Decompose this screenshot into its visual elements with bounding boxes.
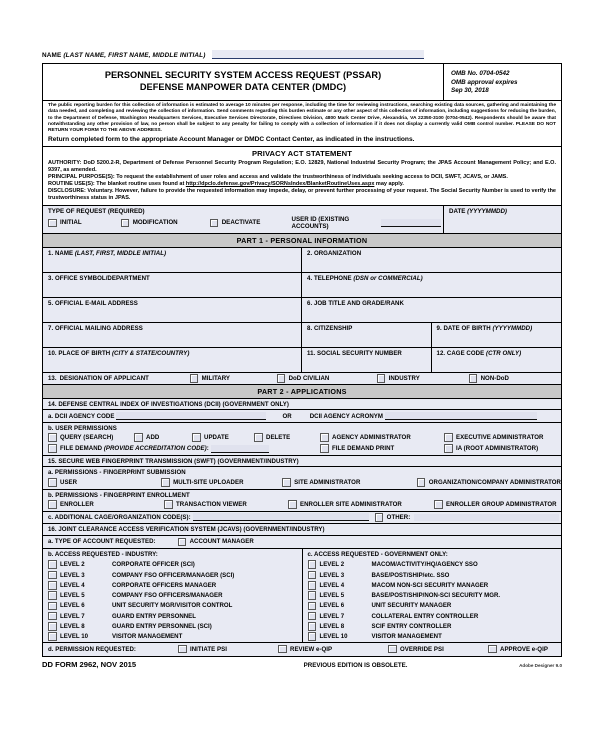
dcii-agency-code-input[interactable]: [116, 412, 266, 420]
level-number: LEVEL 5: [319, 592, 345, 600]
field-label: OFFICIAL E-MAIL ADDRESS: [54, 299, 138, 307]
level-row: [43, 611, 302, 621]
designer-credit: Adobe Designer 9.0: [519, 662, 562, 668]
checkbox-label: INITIAL: [60, 219, 82, 227]
field-telephone[interactable]: [302, 273, 561, 297]
other-input[interactable]: [414, 514, 559, 521]
government-levels-list: [303, 560, 562, 642]
checkbox-transaction-viewer[interactable]: [164, 500, 288, 509]
authority-text: DoD 5200.2-R, Department of Defense Personnel Security Program Regulation; E.O. 12829, National Industrial Security Program; the JPAS Account Management Policy; and E.O. 9397, as amended.: [48, 159, 556, 173]
checkbox-label: AGENCY ADMINISTRATOR: [332, 434, 411, 441]
level-row: [303, 621, 562, 631]
item16-title: 16. JOINT CLEARANCE ACCESS VERIFICATION SYSTEM (JCAVS) (GOVERNMENT/INDUSTRY): [43, 524, 561, 536]
item15-title: 15. SECURE WEB FINGERPRINT TRANSMISSION (SWFT) (GOVERNMENT/INDUSTRY): [43, 456, 561, 468]
disclosure-text: Voluntary. However, failure to provide the requested information may impede, delay, or prevent further processing of your request. The Social Security Number is used to verify the trustworthiness status in JPAS.: [48, 187, 556, 202]
checkbox-icon[interactable]: [377, 374, 386, 383]
level-role: GUARD ENTRY PERSONNEL (SCI): [112, 622, 212, 630]
dcii-agency-acronym-input[interactable]: [385, 412, 537, 420]
level-role: BASE/POST/SHIP/NON-SCI SECURITY MGR.: [371, 592, 501, 600]
industry-levels-list: [43, 560, 302, 642]
checkbox-label: ADD: [146, 434, 160, 441]
level-number: LEVEL 8: [60, 622, 85, 630]
checkbox-icon[interactable]: [121, 219, 130, 228]
form-title-line1: PERSONNEL SECURITY SYSTEM ACCESS REQUEST (PSSAR): [104, 70, 382, 80]
level-row: [303, 601, 562, 611]
part2-bar: PART 2 - APPLICATIONS: [43, 385, 561, 399]
level-row: [43, 580, 302, 590]
level-role: COLLATERAL ENTRY CONTROLLER: [371, 612, 479, 620]
field-organization[interactable]: [302, 248, 561, 272]
item14b-permissions-row2: [43, 443, 561, 456]
date-label: DATE: [449, 207, 468, 215]
checkbox-icon[interactable]: [488, 645, 497, 654]
checkbox-icon[interactable]: [308, 622, 317, 631]
level-role: MACOM NON-SCI SECURITY MANAGER: [371, 581, 489, 589]
field-email[interactable]: [43, 298, 302, 322]
checkbox-icon[interactable]: [278, 645, 287, 654]
checkbox-query-search[interactable]: [48, 433, 134, 442]
checkbox-icon[interactable]: [417, 478, 426, 487]
field-label: SOCIAL SECURITY NUMBER: [317, 349, 402, 357]
checkbox-label: MILITARY: [201, 374, 231, 382]
omb-expiry-date: Sep 30, 2018: [451, 87, 489, 95]
checkbox-icon[interactable]: [282, 478, 291, 487]
field-number: 4.: [307, 274, 313, 282]
part1-row-1: [43, 248, 561, 273]
checkbox-label: UPDATE: [204, 434, 229, 441]
checkbox-icon[interactable]: [308, 632, 317, 641]
checkbox-icon[interactable]: [308, 602, 317, 611]
field-cage-code[interactable]: [432, 348, 562, 372]
field-ssn[interactable]: [302, 348, 432, 372]
field-hint: (CITY & STATE/COUNTRY): [111, 349, 190, 357]
checkbox-icon[interactable]: [48, 602, 57, 611]
field-label: CAGE CODE: [446, 349, 486, 357]
checkbox-icon[interactable]: [190, 374, 199, 383]
top-name-label: NAME (LAST NAME, FIRST NAME, MIDDLE INITIAL): [42, 52, 206, 59]
checkbox-initiate-psi[interactable]: [178, 645, 278, 654]
checkbox-icon[interactable]: [48, 591, 57, 600]
checkbox-icon[interactable]: [308, 581, 317, 590]
field-number: 9.: [436, 324, 442, 332]
item15b-options: [43, 500, 561, 512]
checkbox-label: USER: [60, 478, 78, 486]
field-hint: (DSN or COMMERCIAL): [353, 274, 423, 282]
checkbox-label: SITE ADMINISTRATOR: [294, 478, 361, 486]
item16a-row: [43, 536, 561, 549]
checkbox-label: DELETE: [266, 434, 291, 441]
routine-use-link[interactable]: http://dpclo.defense.gov/Privacy/SORNsIndex/BlanketRoutineUses.aspx: [185, 180, 375, 187]
field-label: JOB TITLE AND GRADE/RANK: [313, 299, 404, 307]
form-title: [43, 64, 444, 100]
item14b-label: b. USER PERMISSIONS: [43, 423, 561, 434]
level-row: [43, 590, 302, 600]
field-hint: (LAST, FIRST, MIDDLE INITIAL): [74, 249, 167, 257]
checkbox-icon[interactable]: [277, 374, 286, 383]
top-name-input[interactable]: [212, 50, 424, 59]
level-role: COMPANY FSO OFFICERS/MANAGER: [112, 592, 223, 600]
checkbox-delete[interactable]: [254, 433, 320, 442]
level-row: [303, 611, 562, 621]
type-of-request-row: [43, 206, 561, 234]
burden-statement: [43, 101, 561, 147]
field-number: 6.: [307, 299, 313, 307]
checkbox-label: ENROLLER GROUP ADMINISTRATOR: [446, 500, 557, 508]
checkbox-label: DEACTIVATE: [221, 219, 261, 227]
level-row: [43, 601, 302, 611]
level-number: LEVEL 10: [319, 633, 348, 641]
level-number: LEVEL 5: [60, 592, 85, 600]
checkbox-icon[interactable]: [48, 219, 57, 228]
form-footer: [42, 660, 562, 669]
checkbox-site-administrator[interactable]: [282, 478, 417, 487]
checkbox-enroller[interactable]: [48, 500, 164, 509]
checkbox-ia-root-administrator[interactable]: [444, 444, 538, 453]
level-number: LEVEL 6: [60, 602, 85, 610]
checkbox-swft-user[interactable]: [48, 478, 161, 487]
checkbox-label: QUERY (SEARCH): [60, 434, 114, 441]
field-label: PLACE OF BIRTH: [58, 349, 112, 357]
government-header: c. ACCESS REQUESTED - GOVERNMENT ONLY:: [303, 549, 562, 560]
form-id: DD FORM 2962, NOV 2015: [42, 659, 137, 669]
item15b-label: b. PERMISSIONS - FINGERPRINT ENROLLMENT: [43, 490, 561, 501]
field-number: 5.: [48, 299, 54, 307]
checkbox-enroller-site-administrator[interactable]: [288, 500, 434, 509]
level-number: LEVEL 3: [60, 571, 85, 579]
form-title-line2: DEFENSE MANPOWER DATA CENTER (DMDC): [139, 81, 347, 92]
checkbox-icon[interactable]: [48, 622, 57, 631]
level-row: [303, 632, 562, 642]
field-number: 1.: [48, 249, 54, 257]
level-role: VISITOR MANAGEMENT: [112, 633, 183, 641]
disclosure-label: DISCLOSURE:: [48, 187, 86, 194]
government-levels-column: [303, 549, 562, 642]
dcii-agency-code-label: a. DCII AGENCY CODE: [48, 412, 115, 420]
user-id-input[interactable]: [381, 219, 441, 227]
item15c-row: [43, 512, 561, 525]
checkbox-label: ORGANIZATION/COMPANY ADMINISTRATOR: [428, 478, 561, 486]
field-number: 13.: [48, 374, 57, 382]
checkbox-file-demand-print[interactable]: [320, 444, 444, 453]
level-number: LEVEL 4: [319, 581, 345, 589]
part1-bar: PART 1 - PERSONAL INFORMATION: [43, 234, 561, 248]
checkbox-icon[interactable]: [164, 500, 173, 509]
checkbox-icon[interactable]: [48, 632, 57, 641]
field-date-of-birth[interactable]: [432, 323, 562, 347]
level-number: LEVEL 7: [319, 612, 345, 620]
checkbox-label: EXECUTIVE ADMINISTRATOR: [456, 434, 544, 441]
level-number: LEVEL 4: [60, 581, 85, 589]
form-header: [43, 64, 561, 101]
level-role: UNIT SECURITY MANAGER: [371, 602, 452, 610]
checkbox-label: FILE DEMAND (PROVIDE ACCREDITATION CODE):: [60, 445, 209, 453]
checkbox-other[interactable]: [375, 513, 561, 522]
field-label: NAME: [54, 249, 75, 257]
omb-number: OMB No. 0704-0542: [451, 70, 510, 77]
checkbox-icon[interactable]: [48, 444, 57, 453]
checkbox-icon[interactable]: [48, 571, 57, 580]
level-row: [43, 560, 302, 570]
checkbox-approve-eqip[interactable]: [488, 645, 548, 654]
field-mailing-address[interactable]: [43, 323, 302, 347]
checkbox-icon[interactable]: [308, 560, 317, 569]
checkbox-org-company-administrator[interactable]: [417, 478, 561, 487]
level-number: LEVEL 8: [319, 622, 345, 630]
level-role: UNIT SECURITY MGR/VISITOR CONTROL: [112, 602, 233, 610]
checkbox-icon[interactable]: [444, 444, 453, 453]
level-number: LEVEL 2: [60, 561, 85, 569]
checkbox-icon[interactable]: [375, 513, 384, 522]
part1-row-5: [43, 348, 561, 373]
field-number: 2.: [307, 249, 313, 257]
checkbox-icon[interactable]: [469, 374, 478, 383]
checkbox-deactivate[interactable]: [210, 219, 292, 228]
additional-cage-label: c. ADDITIONAL CAGE/ORGANIZATION CODE(S):: [48, 513, 191, 521]
routine-label: ROUTINE USE(S):: [48, 180, 95, 187]
field-number: 8.: [307, 324, 313, 332]
checkbox-icon[interactable]: [48, 560, 57, 569]
checkbox-icon[interactable]: [178, 538, 187, 547]
omb-info: [444, 64, 561, 100]
checkbox-label: ENROLLER SITE ADMINISTRATOR: [300, 500, 402, 508]
user-id-label: USER ID (EXISTING ACCOUNTS): [291, 215, 350, 230]
or-separator: OR: [282, 412, 292, 420]
level-role: BASE/POST/SHIP/etc. SSO: [371, 571, 450, 579]
field-job-title[interactable]: [302, 298, 561, 322]
checkbox-label: NON-DoD: [480, 374, 509, 382]
checkbox-label: FILE DEMAND PRINT: [332, 445, 395, 453]
top-name-line: [42, 48, 562, 59]
part1-row-2: [43, 273, 561, 298]
level-row: [303, 580, 562, 590]
permission-requested-label: d. PERMISSION REQUESTED:: [48, 645, 136, 653]
field-number: 7.: [48, 324, 54, 332]
field-label: TELEPHONE: [313, 274, 354, 282]
checkbox-label: TRANSACTION VIEWER: [176, 500, 247, 508]
type-of-request-options: [43, 216, 443, 233]
checkbox-label: MODIFICATION: [132, 219, 178, 227]
checkbox-label: OVERRIDE PSI: [400, 645, 444, 653]
checkbox-icon[interactable]: [308, 612, 317, 621]
date-field[interactable]: [444, 206, 561, 233]
checkbox-modification[interactable]: [121, 219, 210, 228]
level-role: SCIF ENTRY CONTROLLER: [371, 622, 452, 630]
level-row: [303, 570, 562, 580]
item14a-agency-code-row: [43, 410, 561, 422]
burden-paragraph: The public reporting burden for this collection of information is estimated to average 10 minutes per response, including the time for reviewing instructions, searching existing data sources, gathering and maintaining the data needed, and completing and reviewing the collection of information. Send comments regarding this burden estimate or any other aspect of this collection of information, including suggestions for reducing the burden, to the Department of Defense, Washington Headquarters Services, Executive Services Directorate, Directives Division, 4800 Mark Center Drive, Alexandria, VA 22350-3100 (0704-0542). Respondents should be aware that notwithstanding any other provision of law, no person shall be subject to any penalty for failing to comply with a collection of information if it does not display a currently valid OMB control number. PLEASE DO NOT RETURN YOUR FORM TO THE ABOVE ADDRESS.: [48, 103, 556, 133]
checkbox-label: ACCOUNT MANAGER: [189, 538, 254, 546]
privacy-act-body: [43, 160, 561, 205]
checkbox-initial[interactable]: [48, 219, 121, 228]
burden-return-line: Return completed form to the appropriate Account Manager or DMDC Contact Center, as indicated in the instructions.: [48, 135, 415, 143]
checkbox-label: ENROLLER: [60, 500, 94, 508]
field-label: DATE OF BIRTH: [443, 324, 493, 332]
checkbox-icon[interactable]: [178, 645, 187, 654]
industry-levels-column: [43, 549, 303, 642]
checkbox-add[interactable]: [134, 433, 192, 442]
checkbox-icon[interactable]: [320, 444, 329, 453]
checkbox-icon[interactable]: [320, 433, 329, 442]
part1-row-3: [43, 298, 561, 323]
accreditation-code-input[interactable]: [211, 445, 269, 453]
level-number: LEVEL 3: [319, 571, 345, 579]
checkbox-icon[interactable]: [48, 500, 57, 509]
field-label: DESIGNATION OF APPLICANT: [59, 374, 149, 382]
checkbox-label: MULTI-SITE UPLOADER: [173, 478, 244, 486]
purpose-label: PRINCIPAL PURPOSE(S):: [48, 173, 115, 180]
level-role: GUARD ENTRY PERSONNEL: [112, 612, 196, 620]
omb-expiry-label: OMB approval expires: [451, 78, 518, 86]
checkbox-label: INDUSTRY: [388, 374, 420, 382]
field-place-of-birth[interactable]: [43, 348, 302, 372]
dcii-agency-acronym-label: DCII AGENCY ACRONYM: [309, 412, 384, 420]
checkbox-agency-administrator[interactable]: [320, 433, 444, 442]
type-of-request-label: TYPE OF REQUEST (REQUIRED): [48, 207, 145, 215]
checkbox-icon[interactable]: [434, 500, 443, 509]
field-number: 12.: [436, 349, 446, 357]
date-format-hint: (YYYYMMDD): [467, 207, 507, 215]
level-row: [43, 570, 302, 580]
privacy-act-title: PRIVACY ACT STATEMENT: [252, 149, 352, 159]
checkbox-dod-civilian[interactable]: [277, 374, 377, 383]
field-number: 11.: [307, 349, 316, 357]
item14-title: 14. DEFENSE CENTRAL INDEX OF INVESTIGATIONS (DCII) (GOVERNMENT ONLY): [43, 399, 561, 411]
level-number: LEVEL 7: [60, 612, 85, 620]
item14b-permissions-row1: [43, 433, 561, 443]
field-label: CITIZENSHIP: [313, 324, 353, 332]
checkbox-executive-administrator[interactable]: [444, 433, 543, 442]
level-row: [303, 560, 562, 570]
type-of-request-group: [43, 206, 444, 233]
field-number: 10.: [48, 349, 57, 357]
checkbox-military[interactable]: [190, 374, 277, 383]
checkbox-icon[interactable]: [254, 433, 263, 442]
checkbox-icon[interactable]: [308, 571, 317, 580]
checkbox-icon[interactable]: [48, 581, 57, 590]
field-hint: (CTR ONLY): [485, 349, 522, 357]
checkbox-industry[interactable]: [377, 374, 469, 383]
level-row: [303, 590, 562, 600]
checkbox-label: APPROVE e-QIP: [500, 645, 548, 653]
checkbox-non-dod[interactable]: [469, 374, 509, 383]
field-citizenship[interactable]: [302, 323, 432, 347]
level-number: LEVEL 6: [319, 602, 345, 610]
checkbox-icon[interactable]: [48, 433, 57, 442]
field-label: ORGANIZATION: [313, 249, 362, 257]
checkbox-enroller-group-administrator[interactable]: [434, 500, 557, 509]
checkbox-icon[interactable]: [161, 478, 170, 487]
level-role: COMPANY FSO OFFICER/MANAGER (SCI): [112, 571, 235, 579]
checkbox-update[interactable]: [192, 433, 254, 442]
level-row: [43, 621, 302, 631]
checkbox-icon[interactable]: [192, 433, 201, 442]
field-label: OFFICE SYMBOL/DEPARTMENT: [54, 274, 150, 282]
industry-header: b. ACCESS REQUESTED - INDUSTRY:: [43, 549, 302, 560]
checkbox-multi-site-uploader[interactable]: [161, 478, 282, 487]
field-designation-of-applicant: [43, 373, 561, 386]
checkbox-label: INITIATE PSI: [190, 645, 227, 653]
level-number: LEVEL 2: [319, 561, 345, 569]
part1-row-4: [43, 323, 561, 348]
level-role: VISITOR MANAGEMENT: [371, 633, 442, 641]
additional-cage-input[interactable]: [193, 513, 369, 521]
previous-edition-notice: PREVIOUS EDITION IS OBSOLETE.: [303, 661, 408, 669]
item15a-label: a. PERMISSIONS - FINGERPRINT SUBMISSION: [43, 467, 561, 478]
field-label: OFFICIAL MAILING ADDRESS: [54, 324, 143, 332]
checkbox-icon[interactable]: [134, 433, 143, 442]
pssar-form: [42, 63, 562, 657]
checkbox-override-psi[interactable]: [388, 645, 488, 654]
checkbox-label: DoD CIVILIAN: [288, 374, 330, 382]
item15a-options: [43, 478, 561, 490]
level-row: [43, 632, 302, 642]
checkbox-label: OTHER:: [386, 513, 411, 521]
checkbox-icon[interactable]: [288, 500, 297, 509]
routine-text-post: may apply.: [374, 180, 404, 187]
item16-levels-row: [43, 549, 561, 643]
privacy-act-section: [43, 147, 561, 206]
level-role: CORPORATE OFFICERS MANAGER: [112, 581, 217, 589]
authority-label: AUTHORITY:: [48, 159, 82, 166]
checkbox-icon[interactable]: [388, 645, 397, 654]
checkbox-file-demand[interactable]: [48, 444, 320, 453]
checkbox-icon[interactable]: [444, 433, 453, 442]
checkbox-review-eqip[interactable]: [278, 645, 388, 654]
field-name[interactable]: [43, 248, 302, 272]
field-number: 3.: [48, 274, 54, 282]
level-role: CORPORATE OFFICER (SCI): [112, 561, 195, 569]
field-hint: (YYYYMMDD): [492, 324, 533, 332]
checkbox-icon[interactable]: [210, 219, 219, 228]
level-number: LEVEL 10: [60, 633, 88, 641]
purpose-text: To request the establishment of user roles and access and validate the trustworthiness of individuals seeking access to DCII, SWFT, JCAVS, or JAMS.: [114, 173, 508, 180]
field-office-symbol[interactable]: [43, 273, 302, 297]
checkbox-account-manager[interactable]: [178, 538, 254, 547]
checkbox-icon[interactable]: [48, 478, 57, 487]
checkbox-label: REVIEW e-QIP: [290, 645, 333, 653]
account-type-label: a. TYPE OF ACCOUNT REQUESTED:: [48, 538, 156, 546]
checkbox-icon[interactable]: [308, 591, 317, 600]
checkbox-label: IA (ROOT ADMINISTRATOR): [456, 445, 539, 453]
checkbox-icon[interactable]: [48, 612, 57, 621]
routine-text-pre: The blanket routine uses found at: [94, 180, 186, 187]
level-role: MACOM/ACTIVITY/HQ/AGENCY SSO: [371, 561, 478, 569]
item16d-row: [43, 643, 561, 656]
